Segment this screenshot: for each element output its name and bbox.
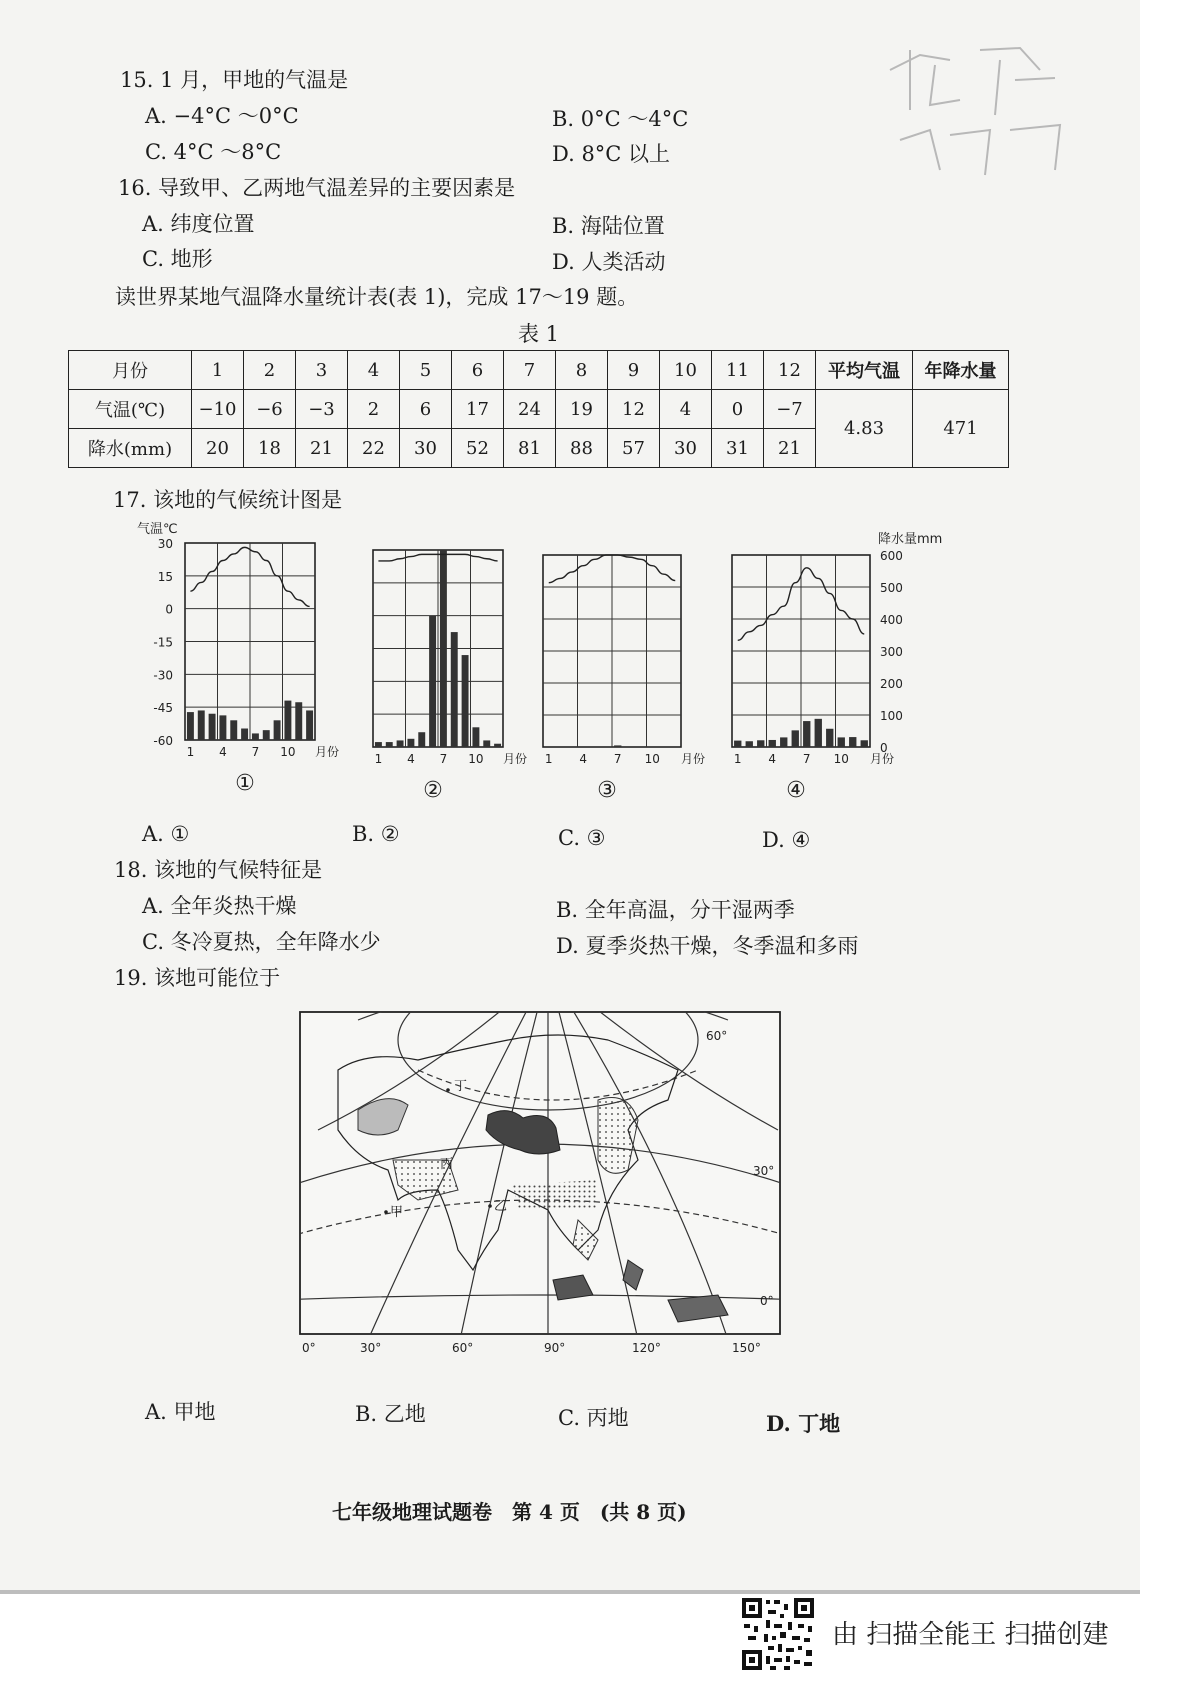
lon-150-label: 150° — [732, 1341, 761, 1355]
q18-option-a[interactable]: A. 全年炎热干燥 — [142, 894, 297, 918]
annual-precip-value: 471 — [913, 390, 1009, 468]
table-cell: 81 — [504, 429, 556, 468]
map-label-jia: 甲 — [390, 1205, 404, 1220]
annual-precip-header: 年降水量 — [913, 351, 1009, 390]
month-tick-label: 7 — [613, 752, 622, 766]
table-cell: 30 — [400, 429, 452, 468]
q18-option-c[interactable]: C. 冬冷夏热，全年降水少 — [142, 930, 381, 954]
table-row-temperature — [69, 390, 1009, 429]
lat-60-label: 60° — [706, 1029, 728, 1043]
q15-option-a[interactable]: A. −4°C ～0°C — [145, 104, 299, 128]
table-cell: 7 — [504, 351, 556, 390]
month-tick-label: 7 — [802, 752, 811, 766]
precip-tick-label: 600 — [880, 549, 903, 563]
temp-tick-label: 15 — [157, 569, 173, 584]
precip-tick-label: 500 — [880, 581, 903, 595]
month-tick-label: 1 — [374, 752, 383, 766]
q17-stem: 17. 该地的气候统计图是 — [113, 488, 343, 512]
q18-stem: 18. 该地的气候特征是 — [114, 858, 323, 882]
temp-tick-label: -60 — [153, 734, 173, 748]
intro-text: 读世界某地气温降水量统计表(表 1)，完成 17～19 题。 — [115, 285, 639, 309]
month-tick-label: 10 — [833, 752, 849, 766]
precip-tick-label: 400 — [880, 613, 903, 627]
q18-option-d[interactable]: D. 夏季炎热干燥，冬季温和多雨 — [556, 934, 859, 958]
month-unit-label: 月份 — [502, 752, 528, 766]
month-tick-label: 10 — [280, 745, 296, 759]
table-cell: 2 — [348, 390, 400, 429]
month-unit-label: 月份 — [869, 752, 895, 766]
q15-stem: 15. 1 月，甲地的气温是 — [120, 68, 349, 92]
table-cell: 6 — [400, 390, 452, 429]
q15-option-c[interactable]: C. 4°C ～8°C — [145, 140, 282, 164]
month-tick-label: 7 — [251, 745, 260, 759]
asia-map — [298, 1010, 782, 1358]
precip-header: 降水(mm) — [69, 429, 192, 468]
chart-number-label: ① — [235, 771, 255, 796]
climate-table — [68, 350, 1009, 468]
table-cell: 4 — [348, 351, 400, 390]
q16-option-d[interactable]: D. 人类活动 — [552, 250, 666, 274]
table-cell: 17 — [452, 390, 504, 429]
month-tick-label: 4 — [579, 752, 588, 766]
table-cell: 1 — [192, 351, 244, 390]
table-cell: 57 — [608, 429, 660, 468]
table-cell: 31 — [712, 429, 764, 468]
temp-tick-label: 30 — [157, 537, 173, 551]
month-tick-label: 1 — [733, 752, 742, 766]
q19-option-a[interactable]: A. 甲地 — [145, 1400, 216, 1424]
table-cell: 18 — [244, 429, 296, 468]
table-cell: 3 — [296, 351, 348, 390]
chart-number-label: ③ — [597, 778, 617, 803]
q15-option-d[interactable]: D. 8°C 以上 — [552, 142, 671, 166]
q19-stem: 19. 该地可能位于 — [114, 966, 281, 990]
precip-tick-label: 200 — [880, 677, 903, 691]
q15-option-b[interactable]: B. 0°C ～4°C — [552, 107, 689, 131]
month-tick-label: 4 — [768, 752, 777, 766]
table-cell: 0 — [712, 390, 764, 429]
table-cell: 9 — [608, 351, 660, 390]
q19-option-d[interactable]: D. 丁地 — [766, 1411, 841, 1436]
month-tick-label: 1 — [186, 745, 195, 759]
table-cell: 12 — [764, 351, 816, 390]
table-cell: 5 — [400, 351, 452, 390]
temp-axis-title: 气温℃ — [137, 522, 178, 537]
table-cell: 20 — [192, 429, 244, 468]
temp-tick-label: -30 — [153, 668, 173, 683]
table-cell: −3 — [296, 390, 348, 429]
q17-option-d[interactable]: D. ④ — [762, 828, 811, 852]
precip-tick-label: 300 — [880, 645, 903, 659]
table-cell: 21 — [296, 429, 348, 468]
scanner-credit: 由 扫描全能王 扫描创建 — [832, 1620, 1109, 1650]
qr-code-icon — [740, 1596, 816, 1672]
q16-option-a[interactable]: A. 纬度位置 — [142, 212, 255, 236]
table-cell: 10 — [660, 351, 712, 390]
table-row-months — [69, 351, 1009, 390]
temp-tick-label: -45 — [153, 701, 173, 716]
table-cell: 11 — [712, 351, 764, 390]
month-tick-label: 1 — [544, 752, 553, 766]
map-label-ding: 丁 — [454, 1079, 468, 1094]
table-caption: 表 1 — [518, 322, 560, 346]
q16-option-c[interactable]: C. 地形 — [142, 247, 213, 271]
table-cell: 22 — [348, 429, 400, 468]
q16-stem: 16. 导致甲、乙两地气温差异的主要因素是 — [118, 176, 516, 200]
lon-90-label: 90° — [544, 1341, 566, 1355]
table-cell: 6 — [452, 351, 504, 390]
table-cell: 4 — [660, 390, 712, 429]
q19-option-b[interactable]: B. 乙地 — [355, 1402, 426, 1426]
temp-tick-label: -15 — [153, 635, 173, 650]
chart-number-label: ② — [423, 778, 443, 803]
table-cell: −10 — [192, 390, 244, 429]
precip-tick-label: 0 — [880, 741, 888, 755]
table-cell: −6 — [244, 390, 296, 429]
lon-0-label: 0° — [302, 1341, 316, 1355]
page-footer: 七年级地理试题卷 第 4 页 (共 8 页) — [332, 1500, 687, 1524]
q17-option-b[interactable]: B. ② — [352, 822, 400, 846]
temp-header: 气温(℃) — [69, 390, 192, 429]
table-cell: 19 — [556, 390, 608, 429]
month-tick-label: 10 — [644, 752, 660, 766]
page-edge — [0, 1590, 1140, 1594]
month-tick-label: 10 — [468, 752, 484, 766]
q19-option-c[interactable]: C. 丙地 — [558, 1406, 629, 1430]
avg-temp-value: 4.83 — [816, 390, 913, 468]
table-cell: 12 — [608, 390, 660, 429]
month-header: 月份 — [69, 351, 192, 390]
lon-60-label: 60° — [452, 1341, 474, 1355]
table-cell: 30 — [660, 429, 712, 468]
table-cell: 24 — [504, 390, 556, 429]
table-cell: 21 — [764, 429, 816, 468]
month-tick-label: 4 — [407, 752, 415, 766]
month-tick-label: 4 — [219, 745, 227, 759]
q18-option-b[interactable]: B. 全年高温，分干湿两季 — [556, 898, 795, 922]
q16-option-b[interactable]: B. 海陆位置 — [552, 214, 665, 238]
table-cell: 52 — [452, 429, 504, 468]
table-cell: −7 — [764, 390, 816, 429]
q17-option-a[interactable]: A. ① — [142, 822, 190, 846]
precip-tick-label: 100 — [880, 709, 903, 723]
lon-30-label: 30° — [360, 1341, 382, 1355]
map-label-yi: 乙 — [494, 1199, 508, 1214]
lon-120-label: 120° — [632, 1341, 661, 1355]
precip-axis-title: 降水量mm — [878, 532, 943, 547]
q17-option-c[interactable]: C. ③ — [558, 826, 606, 850]
table-cell: 88 — [556, 429, 608, 468]
temp-tick-label: 0 — [165, 602, 173, 617]
lat-30-label: 30° — [753, 1164, 775, 1178]
avg-temp-header: 平均气温 — [816, 351, 913, 390]
map-label-bing: 丙 — [440, 1157, 454, 1172]
table-cell: 2 — [244, 351, 296, 390]
chart-number-label: ④ — [786, 778, 806, 803]
lat-0-label: 0° — [760, 1294, 774, 1308]
table-cell: 8 — [556, 351, 608, 390]
handwriting-mark — [880, 30, 1090, 180]
month-unit-label: 月份 — [314, 745, 340, 759]
month-tick-label: 7 — [439, 752, 448, 766]
month-unit-label: 月份 — [680, 752, 706, 766]
